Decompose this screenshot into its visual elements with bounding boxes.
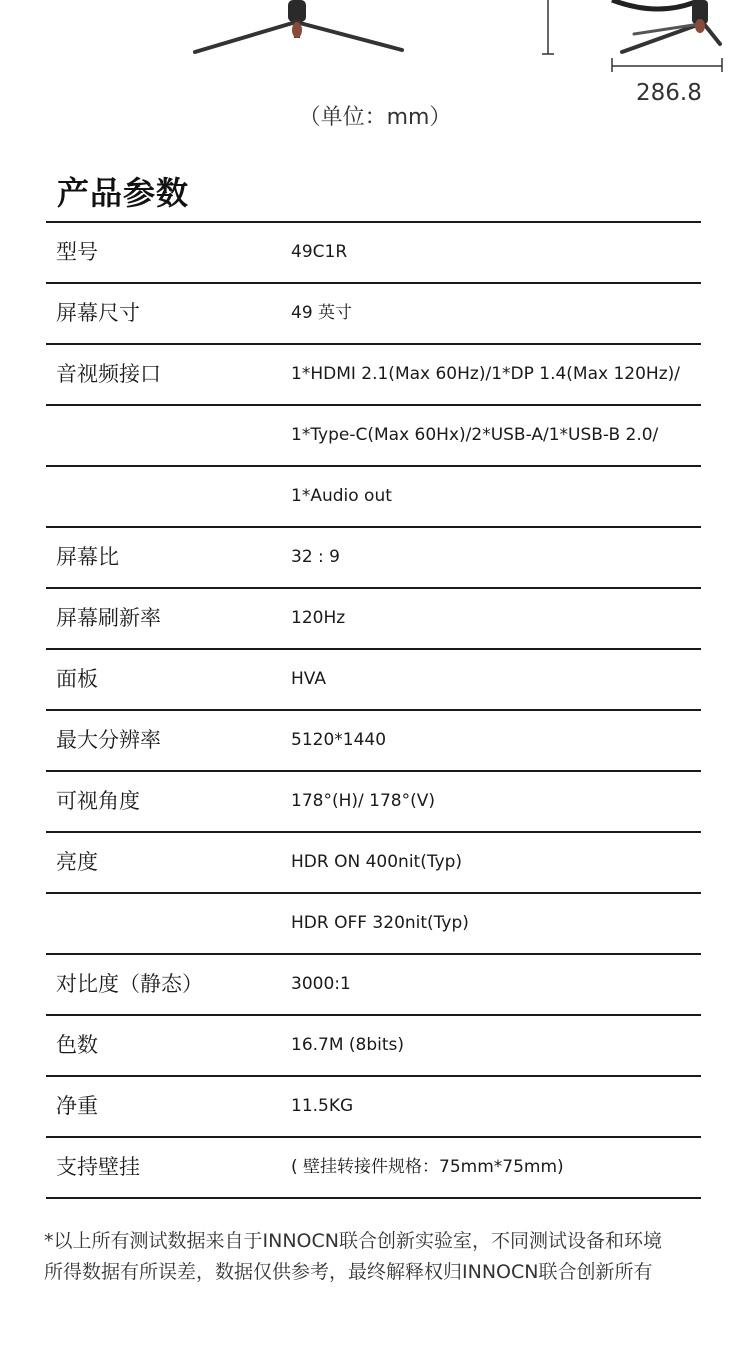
spec-row xyxy=(46,772,701,833)
spec-value: 1*Type-C(Max 60Hx)/2*USB-A/1*USB-B 2.0/ xyxy=(291,425,659,445)
spec-value: 178°(H)/ 178°(V) xyxy=(291,791,435,811)
spec-row xyxy=(46,955,701,1016)
front-stand-left-leg xyxy=(195,22,296,52)
front-stand-neck xyxy=(288,0,306,22)
spec-label: 亮度 xyxy=(56,850,98,874)
spec-row xyxy=(46,467,701,528)
spec-value: 49C1R xyxy=(291,242,348,262)
spec-row xyxy=(46,833,701,894)
spec-value: 1*HDMI 2.1(Max 60Hz)/1*DP 1.4(Max 120Hz)/ xyxy=(291,364,680,384)
spec-row xyxy=(46,1016,701,1077)
spec-row xyxy=(46,406,701,467)
spec-label: 可视角度 xyxy=(56,789,140,813)
spec-label: 音视频接口 xyxy=(56,362,161,386)
spec-value: ( 壁挂转接件规格：75mm*75mm) xyxy=(291,1157,564,1177)
spec-label: 对比度（静态） xyxy=(56,972,203,996)
spec-value: 16.7M (8bits) xyxy=(291,1035,405,1055)
side-monitor-edge xyxy=(612,0,700,9)
spec-row xyxy=(46,284,701,345)
section-title: 产品参数 xyxy=(57,174,190,212)
footnote-line-1: *以上所有测试数据来自于INNOCN联合创新实验室，不同测试设备和环境 xyxy=(44,1230,662,1252)
spec-row xyxy=(46,345,701,406)
spec-row xyxy=(46,1138,701,1199)
spec-row xyxy=(46,223,701,284)
spec-label: 屏幕比 xyxy=(56,545,119,569)
spec-value: HVA xyxy=(291,669,326,689)
spec-row xyxy=(46,528,701,589)
front-stand-joint xyxy=(292,22,302,38)
spec-row xyxy=(46,589,701,650)
footnote-line-2: 所得数据有所误差，数据仅供参考，最终解释权归INNOCN联合创新所有 xyxy=(44,1261,653,1283)
side-stand-joint xyxy=(695,19,705,33)
spec-row xyxy=(46,1077,701,1138)
spec-label: 色数 xyxy=(56,1033,98,1057)
spec-value: HDR OFF 320nit(Typ) xyxy=(291,913,469,933)
unit-label: （单位：mm） xyxy=(298,105,452,130)
spec-label: 净重 xyxy=(56,1094,98,1118)
spec-row xyxy=(46,894,701,955)
spec-value: 11.5KG xyxy=(291,1096,354,1116)
side-stand-front-leg xyxy=(622,24,700,52)
spec-value: 32 : 9 xyxy=(291,547,340,567)
spec-row xyxy=(46,711,701,772)
spec-row xyxy=(46,650,701,711)
spec-label: 面板 xyxy=(56,667,98,691)
spec-label: 支持壁挂 xyxy=(56,1155,140,1179)
footnote xyxy=(44,1226,724,1288)
spec-label: 屏幕尺寸 xyxy=(56,301,140,325)
spec-label: 型号 xyxy=(56,240,98,264)
spec-value: 49 英寸 xyxy=(291,303,353,323)
spec-value: HDR ON 400nit(Typ) xyxy=(291,852,463,872)
spec-value: 5120*1440 xyxy=(291,730,387,750)
spec-table xyxy=(46,221,701,1199)
side-stand-back-leg xyxy=(704,24,720,44)
front-stand-right-leg xyxy=(296,22,402,50)
spec-value: 3000:1 xyxy=(291,974,351,994)
spec-label: 最大分辨率 xyxy=(56,728,161,752)
spec-label: 屏幕刷新率 xyxy=(56,606,161,630)
spec-value: 1*Audio out xyxy=(291,486,392,506)
spec-value: 120Hz xyxy=(291,608,346,628)
depth-dimension-value: 286.8 xyxy=(636,80,702,106)
